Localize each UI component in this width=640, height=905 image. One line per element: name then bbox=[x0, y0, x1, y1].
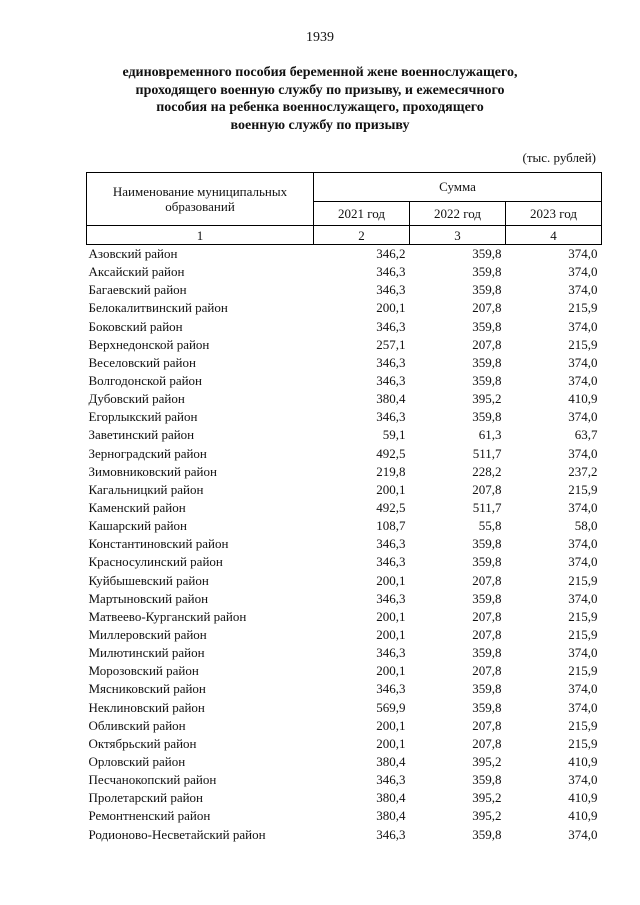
value-2023-cell: 63,7 bbox=[574, 427, 598, 443]
municipality-cell: Родионово-Несветайский район bbox=[88, 826, 266, 842]
municipality-cell: Октябрьский район bbox=[88, 735, 197, 751]
title-line: единовременного пособия беременной жене военнослужащего, bbox=[122, 65, 518, 80]
municipality-cell: Мартыновский район bbox=[88, 590, 209, 606]
value-2021-cell: 200,1 bbox=[376, 717, 406, 733]
municipality-cell: Веселовский район bbox=[88, 354, 196, 370]
value-2021-cell: 569,9 bbox=[376, 699, 406, 715]
value-2021-cell: 200,1 bbox=[376, 300, 406, 316]
table-row bbox=[87, 662, 602, 680]
municipality-cell: Миллеровский район bbox=[88, 627, 207, 643]
value-2022-cell: 359,8 bbox=[472, 373, 502, 389]
table-row bbox=[87, 445, 602, 463]
value-2021-cell: 346,3 bbox=[376, 264, 406, 280]
municipality-cell: Каменский район bbox=[88, 500, 186, 516]
municipality-cell: Ремонтненский район bbox=[88, 808, 211, 824]
municipality-cell: Кашарский район bbox=[88, 518, 187, 534]
title-line: военную службу по призыву bbox=[230, 117, 410, 133]
value-2023-cell: 374,0 bbox=[568, 409, 598, 425]
table-row bbox=[87, 535, 602, 553]
value-2021-cell: 257,1 bbox=[376, 336, 406, 352]
value-2021-cell: 492,5 bbox=[376, 445, 406, 461]
value-2021-cell: 200,1 bbox=[376, 627, 406, 643]
table-row bbox=[87, 735, 602, 753]
table-row bbox=[87, 553, 602, 571]
value-2023-cell: 374,0 bbox=[568, 699, 598, 715]
municipality-cell: Верхнедонской район bbox=[88, 336, 210, 352]
value-2023-cell: 374,0 bbox=[568, 264, 598, 280]
value-2023-cell: 215,9 bbox=[568, 608, 598, 624]
column-number: 4 bbox=[506, 226, 602, 245]
subsidy-table bbox=[86, 172, 602, 844]
value-2022-cell: 359,8 bbox=[472, 826, 502, 842]
document-title bbox=[90, 64, 550, 134]
table-row bbox=[87, 372, 602, 390]
value-2023-cell: 215,9 bbox=[568, 572, 598, 588]
table-row bbox=[87, 644, 602, 662]
column-number: 2 bbox=[314, 226, 410, 245]
table-row bbox=[87, 426, 602, 444]
table-row bbox=[87, 499, 602, 517]
municipality-cell: Зерноградский район bbox=[88, 445, 207, 461]
table-row bbox=[87, 263, 602, 281]
value-2022-cell: 207,8 bbox=[472, 717, 502, 733]
value-2023-cell: 374,0 bbox=[568, 645, 598, 661]
value-2023-cell: 374,0 bbox=[568, 373, 598, 389]
page-number: 1939 bbox=[306, 30, 334, 45]
title-line: пособия на ребенка военнослужащего, проходящего bbox=[156, 100, 484, 115]
value-2022-cell: 359,8 bbox=[472, 354, 502, 370]
table-row bbox=[87, 463, 602, 481]
value-2022-cell: 228,2 bbox=[472, 463, 502, 479]
value-2021-cell: 380,4 bbox=[376, 754, 406, 769]
municipality-cell: Песчанокопский район bbox=[88, 772, 217, 788]
column-header-2022: 2022 год bbox=[410, 201, 506, 225]
value-2021-cell: 380,4 bbox=[376, 808, 406, 824]
municipality-cell: Дубовский район bbox=[88, 391, 185, 407]
table-row bbox=[87, 608, 602, 626]
value-2022-cell: 207,8 bbox=[472, 572, 502, 588]
table-row bbox=[87, 408, 602, 426]
value-2022-cell: 61,3 bbox=[478, 427, 502, 443]
title-line: проходящего военную службу по призыву, и ежемесячного bbox=[135, 82, 505, 98]
column-number: 3 bbox=[410, 226, 506, 245]
value-2021-cell: 346,3 bbox=[376, 645, 406, 661]
value-2022-cell: 511,7 bbox=[472, 500, 502, 516]
value-2022-cell: 55,8 bbox=[478, 518, 502, 534]
municipality-cell: Неклиновский район bbox=[88, 699, 205, 715]
value-2023-cell: 374,0 bbox=[568, 554, 598, 570]
value-2022-cell: 207,8 bbox=[472, 663, 502, 679]
value-2022-cell: 359,8 bbox=[472, 681, 502, 697]
value-2022-cell: 359,8 bbox=[472, 645, 502, 661]
table-row bbox=[87, 572, 602, 590]
value-2021-cell: 346,3 bbox=[376, 536, 406, 552]
value-2023-cell: 215,9 bbox=[568, 735, 598, 751]
value-2021-cell: 200,1 bbox=[376, 481, 406, 497]
municipality-cell: Егорлыкский район bbox=[88, 409, 198, 425]
value-2022-cell: 359,8 bbox=[472, 282, 502, 298]
table-row bbox=[87, 245, 602, 264]
table-row bbox=[87, 680, 602, 698]
value-2023-cell: 374,0 bbox=[568, 500, 598, 516]
table-header bbox=[87, 173, 602, 245]
value-2021-cell: 219,8 bbox=[376, 463, 406, 479]
value-2022-cell: 207,8 bbox=[472, 627, 502, 643]
table-row bbox=[87, 789, 602, 807]
table-row bbox=[87, 826, 602, 844]
value-2022-cell: 359,8 bbox=[472, 699, 502, 715]
value-2021-cell: 346,3 bbox=[376, 373, 406, 389]
municipality-cell: Матвеево-Курганский район bbox=[88, 608, 247, 624]
value-2023-cell: 410,9 bbox=[568, 790, 598, 806]
value-2022-cell: 359,8 bbox=[472, 318, 502, 334]
value-2022-cell: 359,8 bbox=[472, 554, 502, 570]
municipality-cell: Боковский район bbox=[88, 318, 183, 334]
value-2022-cell: 207,8 bbox=[472, 336, 502, 352]
value-2021-cell: 380,4 bbox=[376, 391, 406, 407]
column-header-2021: 2021 год bbox=[314, 201, 410, 225]
table-row bbox=[87, 299, 602, 317]
value-2022-cell: 207,8 bbox=[472, 735, 502, 751]
value-2021-cell: 200,1 bbox=[376, 608, 406, 624]
table-row bbox=[87, 771, 602, 789]
municipality-cell: Обливский район bbox=[88, 717, 186, 733]
value-2023-cell: 215,9 bbox=[568, 300, 598, 316]
value-2021-cell: 380,4 bbox=[376, 790, 406, 806]
value-2023-cell: 215,9 bbox=[568, 481, 598, 497]
value-2023-cell: 374,0 bbox=[568, 772, 598, 788]
value-2021-cell: 346,2 bbox=[376, 246, 406, 262]
value-2022-cell: 359,8 bbox=[472, 409, 502, 425]
value-2023-cell: 215,9 bbox=[568, 717, 598, 733]
value-2022-cell: 395,2 bbox=[472, 808, 502, 824]
value-2023-cell: 374,0 bbox=[568, 681, 598, 697]
value-2023-cell: 410,9 bbox=[568, 808, 598, 824]
value-2021-cell: 200,1 bbox=[376, 663, 406, 679]
table-row bbox=[87, 354, 602, 372]
value-2021-cell: 346,3 bbox=[376, 772, 406, 788]
value-2021-cell: 346,3 bbox=[376, 826, 406, 842]
value-2022-cell: 395,2 bbox=[472, 754, 502, 769]
table-row bbox=[87, 753, 602, 771]
value-2022-cell: 207,8 bbox=[472, 300, 502, 316]
municipality-cell: Красносулинский район bbox=[88, 554, 223, 570]
value-2023-cell: 58,0 bbox=[574, 518, 598, 534]
value-2023-cell: 374,0 bbox=[568, 246, 598, 262]
column-header-municipality: Наименование муниципальных образований bbox=[87, 173, 314, 226]
value-2023-cell: 374,0 bbox=[568, 354, 598, 370]
value-2021-cell: 346,3 bbox=[376, 282, 406, 298]
municipality-cell: Зимовниковский район bbox=[88, 463, 217, 479]
value-2021-cell: 346,3 bbox=[376, 554, 406, 570]
table-row bbox=[87, 626, 602, 644]
value-2021-cell: 346,3 bbox=[376, 590, 406, 606]
table-row bbox=[87, 281, 602, 299]
table-row bbox=[87, 717, 602, 735]
value-2022-cell: 359,8 bbox=[472, 536, 502, 552]
value-2021-cell: 492,5 bbox=[376, 500, 406, 516]
value-2021-cell: 346,3 bbox=[376, 318, 406, 334]
value-2022-cell: 359,8 bbox=[472, 246, 502, 262]
value-2022-cell: 359,8 bbox=[472, 264, 502, 280]
table-row bbox=[87, 318, 602, 336]
municipality-cell: Милютинский район bbox=[88, 645, 205, 661]
value-2023-cell: 374,0 bbox=[568, 318, 598, 334]
value-2022-cell: 359,8 bbox=[472, 772, 502, 788]
value-2022-cell: 395,2 bbox=[472, 391, 502, 407]
units-label: (тыс. рублей) bbox=[522, 150, 596, 165]
table-row bbox=[87, 807, 602, 825]
value-2023-cell: 215,9 bbox=[568, 663, 598, 679]
municipality-cell: Волгодонской район bbox=[88, 373, 203, 389]
municipality-cell: Куйбышевский район bbox=[88, 572, 209, 588]
value-2021-cell: 108,7 bbox=[376, 518, 406, 534]
value-2022-cell: 359,8 bbox=[472, 590, 502, 606]
value-2021-cell: 59,1 bbox=[382, 427, 406, 443]
column-number: 1 bbox=[87, 226, 314, 245]
value-2021-cell: 346,3 bbox=[376, 681, 406, 697]
value-2023-cell: 374,0 bbox=[568, 445, 598, 461]
value-2023-cell: 374,0 bbox=[568, 536, 598, 552]
municipality-cell: Мясниковский район bbox=[88, 681, 206, 697]
value-2023-cell: 215,9 bbox=[568, 627, 598, 643]
table-row bbox=[87, 481, 602, 499]
value-2023-cell: 374,0 bbox=[568, 826, 598, 842]
column-header-2023: 2023 год bbox=[506, 201, 602, 225]
value-2021-cell: 200,1 bbox=[376, 572, 406, 588]
municipality-cell: Морозовский район bbox=[88, 663, 199, 679]
municipality-cell: Азовский район bbox=[88, 246, 178, 262]
value-2022-cell: 207,8 bbox=[472, 481, 502, 497]
municipality-cell: Багаевский район bbox=[88, 282, 187, 298]
value-2022-cell: 395,2 bbox=[472, 790, 502, 806]
municipality-cell: Заветинский район bbox=[88, 427, 195, 443]
value-2023-cell: 374,0 bbox=[568, 590, 598, 606]
value-2023-cell: 237,2 bbox=[568, 463, 598, 479]
value-2021-cell: 200,1 bbox=[376, 735, 406, 751]
table-body bbox=[87, 245, 602, 844]
value-2022-cell: 511,7 bbox=[472, 445, 502, 461]
table-row bbox=[87, 590, 602, 608]
value-2021-cell: 346,3 bbox=[376, 354, 406, 370]
column-header-sum: Сумма bbox=[314, 173, 602, 202]
value-2021-cell: 346,3 bbox=[376, 409, 406, 425]
table-row bbox=[87, 699, 602, 717]
table-row bbox=[87, 336, 602, 354]
municipality-cell: Аксайский район bbox=[88, 264, 185, 280]
value-2022-cell: 207,8 bbox=[472, 608, 502, 624]
table-row bbox=[87, 517, 602, 535]
table-row bbox=[87, 390, 602, 408]
value-2023-cell: 410,9 bbox=[568, 754, 598, 769]
value-2023-cell: 374,0 bbox=[568, 282, 598, 298]
municipality-cell: Орловский район bbox=[88, 754, 186, 769]
value-2023-cell: 410,9 bbox=[568, 391, 598, 407]
municipality-cell: Белокалитвинский район bbox=[88, 300, 228, 316]
value-2023-cell: 215,9 bbox=[568, 336, 598, 352]
municipality-cell: Константиновский район bbox=[88, 536, 229, 552]
municipality-cell: Пролетарский район bbox=[88, 790, 204, 806]
municipality-cell: Кагальницкий район bbox=[88, 481, 204, 497]
